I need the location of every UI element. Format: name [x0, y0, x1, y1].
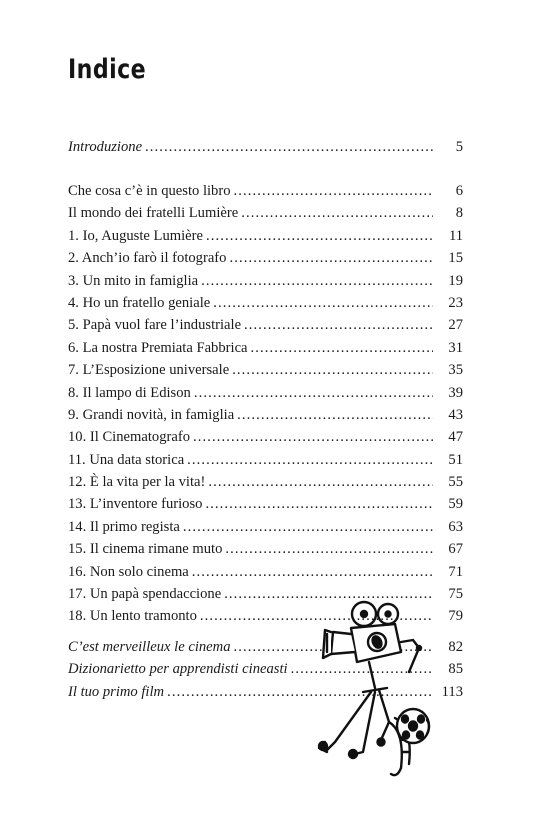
toc-entry-page-number: 15	[448, 250, 463, 267]
toc-entry-page-number: 59	[448, 496, 463, 513]
toc-entry-label: Dizionarietto per apprendisti cineasti	[68, 661, 288, 678]
toc-entry	[68, 493, 463, 515]
toc-entry	[68, 314, 463, 336]
dot-leader	[206, 225, 433, 247]
toc-entry-page-number: 85	[448, 661, 463, 678]
toc-entry-label: 3. Un mito in famiglia	[68, 272, 199, 289]
dot-leader	[229, 247, 433, 269]
toc-section-chapters	[68, 180, 463, 628]
toc-entry-label: 7. L’Esposizione universale	[68, 362, 230, 379]
toc-entry-page-number: 51	[448, 451, 463, 468]
dot-leader	[213, 292, 433, 314]
toc-entry-page-number: 5	[455, 139, 463, 155]
toc-entry	[68, 471, 463, 493]
toc-entry-label: 1. Io, Auguste Lumière	[68, 227, 203, 244]
toc-entry-page-number: 8	[455, 205, 463, 222]
dot-leader	[241, 202, 433, 224]
toc-entry	[68, 225, 463, 247]
film-reel-icon	[397, 709, 429, 743]
dot-leader	[193, 426, 433, 448]
toc-entry-page-number: 55	[448, 474, 463, 491]
toc-entry-label: Introduzione	[68, 139, 143, 155]
toc-entry-label: Che cosa c’è in questo libro	[68, 183, 231, 199]
dot-leader	[234, 180, 433, 202]
toc-entry-page-number: 79	[448, 608, 463, 625]
dot-leader	[232, 359, 433, 381]
movie-camera-illustration-icon	[305, 592, 445, 782]
toc-entry	[68, 516, 463, 538]
toc-entry	[68, 404, 463, 426]
toc-entry-page-number: 75	[448, 586, 463, 603]
toc-entry	[68, 359, 463, 381]
dot-leader	[205, 493, 433, 515]
toc-entry-label: 15. Il cinema rimane muto	[68, 541, 223, 558]
toc-entry-page-number: 63	[448, 518, 463, 535]
toc-entry-label: 6. La nostra Premiata Fabbrica	[68, 339, 248, 356]
dot-leader	[237, 404, 433, 426]
toc-entry-page-number: 31	[448, 339, 463, 356]
toc-entry-label: 16. Non solo cinema	[68, 563, 189, 580]
toc-entry	[68, 292, 463, 314]
toc-entry-label: 8. Il lampo di Edison	[68, 384, 191, 401]
toc-entry-label: 11. Una data storica	[68, 451, 185, 468]
toc-section-introduction	[68, 136, 463, 158]
toc-entry-label: 4. Ho un fratello geniale	[68, 294, 211, 311]
toc-entry	[68, 337, 463, 359]
toc-entry	[68, 270, 463, 292]
toc-entry-label: 9. Grandi novità, in famiglia	[68, 406, 235, 423]
toc-entry	[68, 382, 463, 404]
toc-entry-page-number: 19	[448, 272, 463, 289]
dot-leader	[183, 516, 433, 538]
toc-entry	[68, 136, 463, 158]
dot-leader	[145, 136, 433, 158]
toc-entry-label: 12. È la vita per la vita!	[68, 474, 206, 491]
toc-entry	[68, 426, 463, 448]
toc-entry-page-number: 6	[455, 183, 463, 199]
dot-leader	[187, 449, 433, 471]
toc-entry-page-number: 43	[448, 406, 463, 423]
toc-entry-page-number: 23	[448, 294, 463, 311]
toc-entry	[68, 449, 463, 471]
toc-entry-label: 10. Il Cinematografo	[68, 429, 190, 446]
toc-entry-page-number: 113	[441, 683, 463, 700]
dot-leader	[208, 471, 433, 493]
toc-entry-label: 17. Un papà spendaccione	[68, 586, 222, 603]
toc-entry-page-number: 47	[448, 429, 463, 446]
toc-entry	[68, 561, 463, 583]
toc-entry-page-number: 27	[448, 317, 463, 334]
toc-entry-page-number: 39	[448, 384, 463, 401]
toc-entry	[68, 538, 463, 560]
toc-entry-label: 14. Il primo regista	[68, 518, 180, 535]
toc-entry-page-number: 35	[448, 362, 463, 379]
dot-leader	[225, 538, 433, 560]
toc-entry-label: 5. Papà vuol fare l’industriale	[68, 317, 242, 334]
dot-leader	[201, 270, 433, 292]
toc-entry-page-number: 11	[448, 227, 463, 244]
toc-entry-label: 13. L’inventore furioso	[68, 496, 203, 513]
dot-leader	[251, 337, 433, 359]
toc-entry-page-number: 67	[448, 541, 463, 558]
dot-leader	[192, 561, 433, 583]
dot-leader	[194, 382, 433, 404]
toc-entry-page-number: 71	[448, 563, 463, 580]
dot-leader	[244, 314, 433, 336]
toc-entry-label: Il mondo dei fratelli Lumière	[68, 205, 239, 222]
toc-entry-label: C’est merveilleux le cinema	[68, 639, 231, 655]
toc-entry-page-number: 82	[448, 639, 463, 655]
toc-entry	[68, 247, 463, 269]
toc-entry	[68, 202, 463, 224]
page-title: Indice	[68, 54, 147, 85]
toc-entry-label: 18. Un lento tramonto	[68, 608, 197, 625]
toc-entry-label: 2. Anch’io farò il fotografo	[68, 250, 227, 267]
toc-entry-label: Il tuo primo film	[68, 683, 165, 700]
toc-entry	[68, 180, 463, 202]
